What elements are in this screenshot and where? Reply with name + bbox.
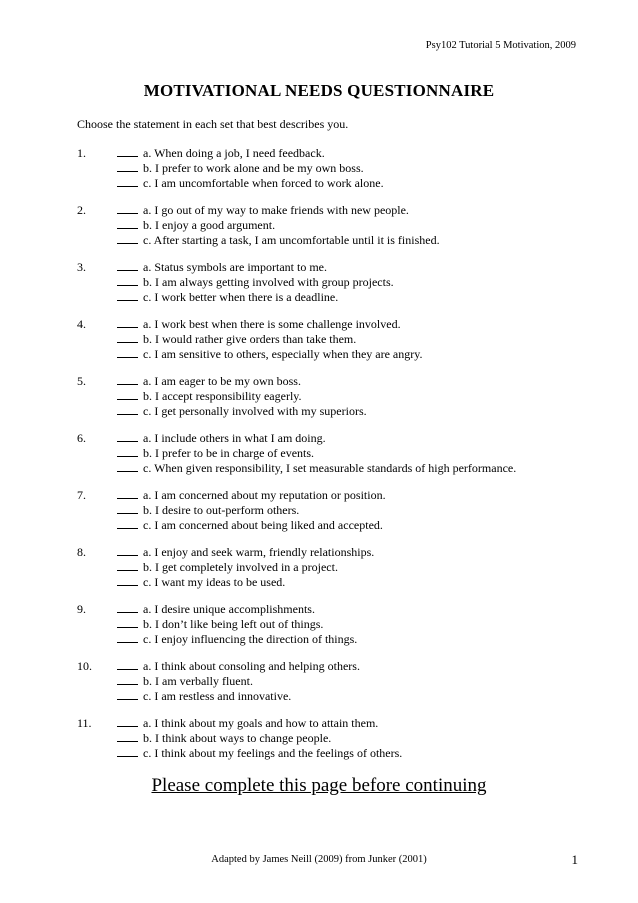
question-item <box>77 374 567 419</box>
answer-blank[interactable] <box>117 203 138 214</box>
answer-blank[interactable] <box>117 290 138 301</box>
answer-blank[interactable] <box>117 575 138 586</box>
answer-option <box>117 746 567 761</box>
question-number: 9. <box>77 602 86 616</box>
option-text: b. I am verbally fluent. <box>143 674 253 688</box>
completion-notice: Please complete this page before continuing <box>151 775 487 796</box>
question-options <box>117 260 567 305</box>
answer-option <box>117 560 567 575</box>
answer-blank[interactable] <box>117 332 138 343</box>
question-options <box>117 431 567 476</box>
option-text: c. I enjoy influencing the direction of things. <box>143 632 358 646</box>
answer-blank[interactable] <box>117 317 138 328</box>
answer-option <box>117 290 567 305</box>
option-text: c. I am concerned about being liked and accepted. <box>143 518 383 532</box>
answer-option <box>117 617 567 632</box>
question-item <box>77 431 567 476</box>
answer-blank[interactable] <box>117 161 138 172</box>
answer-blank[interactable] <box>117 218 138 229</box>
answer-blank[interactable] <box>117 374 138 385</box>
question-options <box>117 545 567 590</box>
option-text: c. When given responsibility, I set measurable standards of high performance. <box>143 461 517 475</box>
option-text: a. I work best when there is some challenge involved. <box>143 317 401 331</box>
option-text: b. I think about ways to change people. <box>143 731 332 745</box>
answer-blank[interactable] <box>117 275 138 286</box>
question-number: 5. <box>77 374 86 388</box>
answer-blank[interactable] <box>117 560 138 571</box>
option-text: c. I am restless and innovative. <box>143 689 292 703</box>
answer-blank[interactable] <box>117 146 138 157</box>
answer-option <box>117 716 567 731</box>
answer-option <box>117 260 567 275</box>
option-text: b. I would rather give orders than take them. <box>143 332 357 346</box>
answer-blank[interactable] <box>117 503 138 514</box>
question-item <box>77 260 567 305</box>
question-number: 11. <box>77 716 92 730</box>
answer-blank[interactable] <box>117 602 138 613</box>
option-text: b. I accept responsibility eagerly. <box>143 389 302 403</box>
question-number: 8. <box>77 545 86 559</box>
question-item <box>77 203 567 248</box>
question-options <box>117 488 567 533</box>
option-text: b. I prefer to work alone and be my own boss. <box>143 161 364 175</box>
question-item <box>77 545 567 590</box>
option-text: a. I desire unique accomplishments. <box>143 602 315 616</box>
answer-option <box>117 389 567 404</box>
answer-option <box>117 461 567 476</box>
answer-option <box>117 404 567 419</box>
answer-blank[interactable] <box>117 260 138 271</box>
page-header: Psy102 Tutorial 5 Motivation, 2009 <box>425 40 576 51</box>
answer-blank[interactable] <box>117 431 138 442</box>
answer-option <box>117 176 567 191</box>
answer-blank[interactable] <box>117 404 138 415</box>
option-text: c. After starting a task, I am uncomfortable until it is finished. <box>143 233 440 247</box>
option-text: a. I think about my goals and how to attain them. <box>143 716 379 730</box>
option-text: a. I go out of my way to make friends with new people. <box>143 203 409 217</box>
answer-blank[interactable] <box>117 446 138 457</box>
option-text: b. I get completely involved in a project. <box>143 560 338 574</box>
answer-option <box>117 374 567 389</box>
question-options <box>117 602 567 647</box>
question-item <box>77 602 567 647</box>
answer-option <box>117 446 567 461</box>
answer-blank[interactable] <box>117 488 138 499</box>
option-text: c. I think about my feelings and the feelings of others. <box>143 746 403 760</box>
question-options <box>117 659 567 704</box>
footer-credit: Adapted by James Neill (2009) from Junker (2001) <box>211 854 427 865</box>
answer-option <box>117 488 567 503</box>
answer-option <box>117 218 567 233</box>
answer-option <box>117 332 567 347</box>
answer-blank[interactable] <box>117 746 138 757</box>
question-number: 4. <box>77 317 86 331</box>
answer-option <box>117 431 567 446</box>
answer-blank[interactable] <box>117 731 138 742</box>
question-number: 2. <box>77 203 86 217</box>
option-text: a. Status symbols are important to me. <box>143 260 327 274</box>
answer-blank[interactable] <box>117 674 138 685</box>
answer-option <box>117 317 567 332</box>
option-text: b. I enjoy a good argument. <box>143 218 276 232</box>
option-text: b. I am always getting involved with group projects. <box>143 275 394 289</box>
answer-option <box>117 632 567 647</box>
question-options <box>117 146 567 191</box>
answer-option <box>117 731 567 746</box>
answer-option <box>117 602 567 617</box>
answer-option <box>117 161 567 176</box>
answer-blank[interactable] <box>117 689 138 700</box>
option-text: c. I work better when there is a deadline. <box>143 290 339 304</box>
question-options <box>117 716 567 761</box>
answer-option <box>117 575 567 590</box>
answer-option <box>117 659 567 674</box>
option-text: c. I get personally involved with my superiors. <box>143 404 367 418</box>
answer-option <box>117 146 567 161</box>
answer-option <box>117 689 567 704</box>
answer-option <box>117 518 567 533</box>
question-options <box>117 317 567 362</box>
answer-blank[interactable] <box>117 176 138 187</box>
question-item <box>77 488 567 533</box>
question-item <box>77 146 567 191</box>
option-text: c. I want my ideas to be used. <box>143 575 286 589</box>
option-text: b. I don’t like being left out of things. <box>143 617 324 631</box>
question-item <box>77 317 567 362</box>
question-list <box>77 146 567 773</box>
option-text: b. I prefer to be in charge of events. <box>143 446 315 460</box>
option-text: c. I am uncomfortable when forced to work alone. <box>143 176 384 190</box>
option-text: a. I think about consoling and helping others. <box>143 659 360 673</box>
answer-option <box>117 347 567 362</box>
option-text: a. I enjoy and seek warm, friendly relationships. <box>143 545 375 559</box>
answer-blank[interactable] <box>117 617 138 628</box>
answer-blank[interactable] <box>117 659 138 670</box>
page-number: 1 <box>571 852 578 867</box>
option-text: c. I am sensitive to others, especially when they are angry. <box>143 347 423 361</box>
question-options <box>117 203 567 248</box>
option-text: b. I desire to out-perform others. <box>143 503 300 517</box>
option-text: a. I include others in what I am doing. <box>143 431 326 445</box>
answer-option <box>117 503 567 518</box>
question-number: 6. <box>77 431 86 445</box>
question-item <box>77 659 567 704</box>
option-text: a. When doing a job, I need feedback. <box>143 146 325 160</box>
answer-blank[interactable] <box>117 545 138 556</box>
answer-blank[interactable] <box>117 347 138 358</box>
answer-option <box>117 233 567 248</box>
instructions: Choose the statement in each set that best describes you. <box>77 117 349 131</box>
question-number: 1. <box>77 146 86 160</box>
option-text: a. I am concerned about my reputation or position. <box>143 488 386 502</box>
answer-blank[interactable] <box>117 632 138 643</box>
answer-option <box>117 545 567 560</box>
option-text: a. I am eager to be my own boss. <box>143 374 301 388</box>
answer-blank[interactable] <box>117 461 138 472</box>
answer-blank[interactable] <box>117 389 138 400</box>
answer-blank[interactable] <box>117 716 138 727</box>
question-number: 7. <box>77 488 86 502</box>
page-title: MOTIVATIONAL NEEDS QUESTIONNAIRE <box>143 81 495 100</box>
question-options <box>117 374 567 419</box>
question-number: 3. <box>77 260 86 274</box>
answer-blank[interactable] <box>117 518 138 529</box>
answer-option <box>117 275 567 290</box>
answer-blank[interactable] <box>117 233 138 244</box>
answer-option <box>117 203 567 218</box>
question-item <box>77 716 567 761</box>
question-number: 10. <box>77 659 92 673</box>
answer-option <box>117 674 567 689</box>
